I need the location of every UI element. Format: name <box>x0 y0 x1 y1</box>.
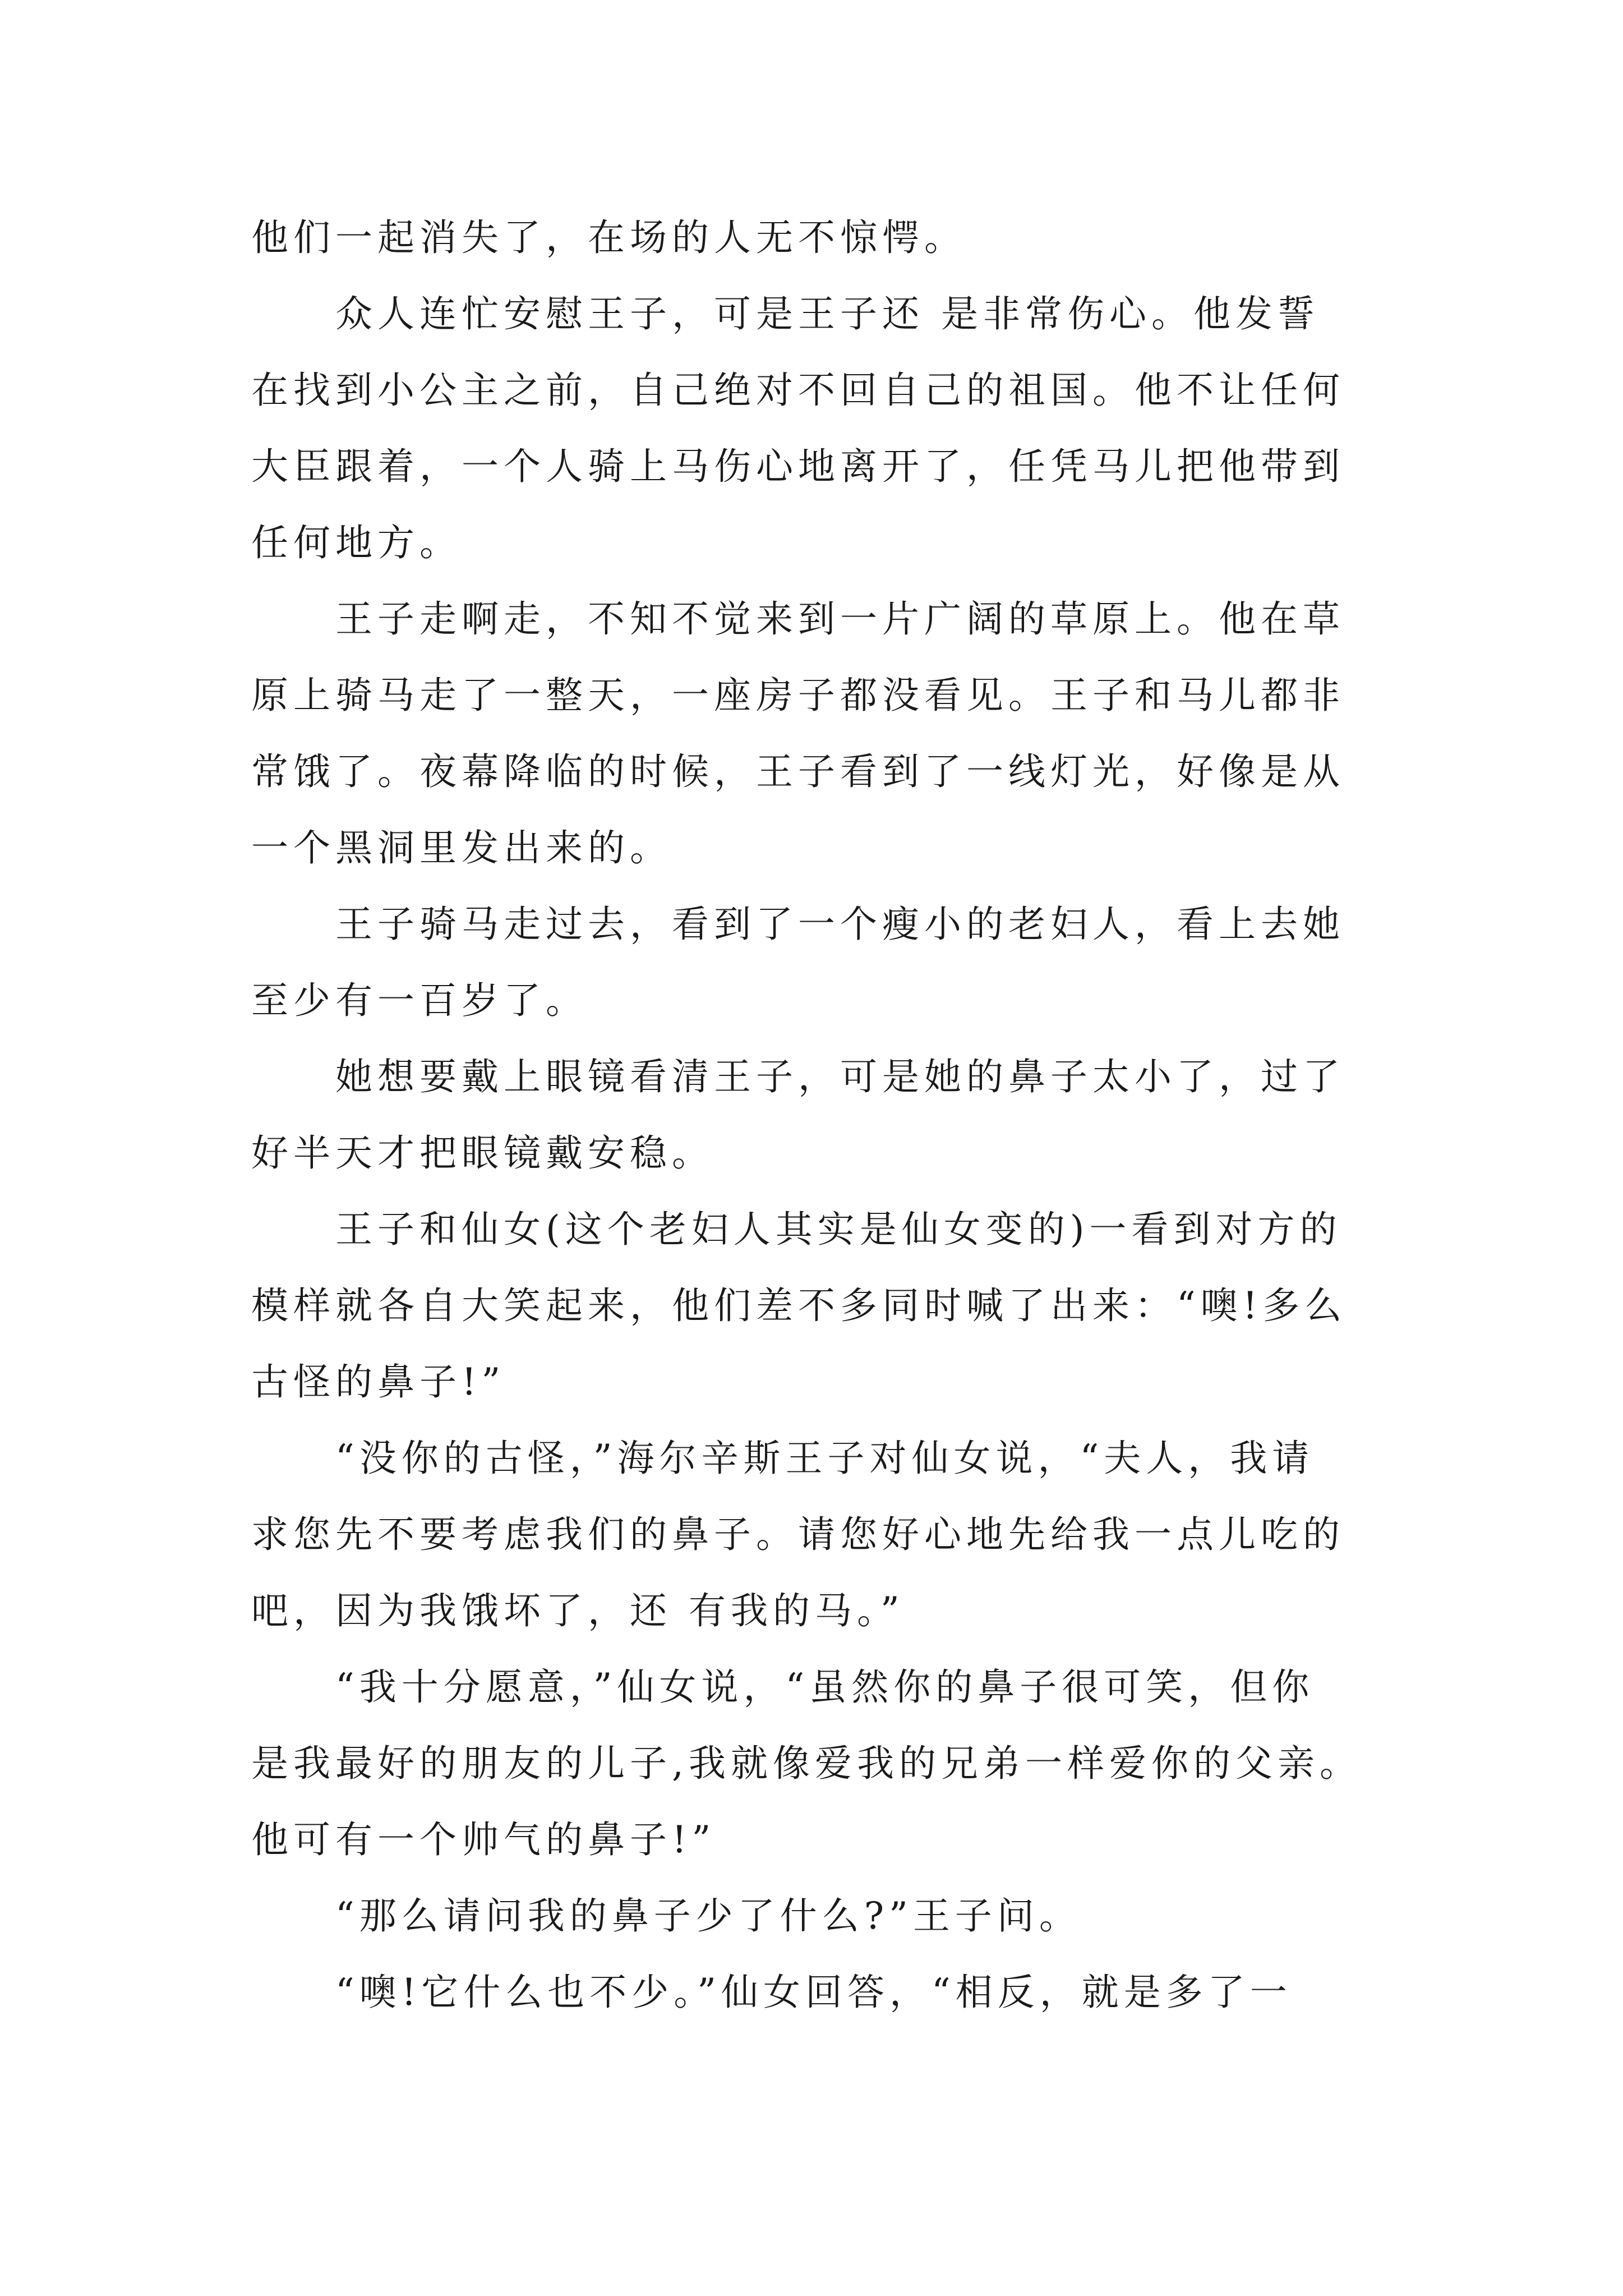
text-line: 古怪的鼻子!” <box>251 1360 506 1404</box>
text-line: “噢!它什么也不少。”仙女回答，“相反，就是多了一 <box>335 1971 1292 2014</box>
text-line: 原上骑马走了一整天，一座房子都没看见。王子和马儿都非 <box>251 674 1345 717</box>
text-line: 王子和仙女(这个老妇人其实是仙女变的)一看到对方的 <box>335 1208 1342 1251</box>
text-line: 她想要戴上眼镜看清王子，可是她的鼻子太小了，过了 <box>335 1055 1345 1098</box>
text-line: 一个黑洞里发出来的。 <box>251 826 672 869</box>
text-line: 大臣跟着，一个人骑上马伤心地离开了，任凭马儿把他带到 <box>251 445 1345 488</box>
text-line: 常饿了。夜幕降临的时候，王子看到了一线灯光，好像是从 <box>251 750 1345 793</box>
text-line: “那么请问我的鼻子少了什么?”王子问。 <box>335 1894 1081 1938</box>
text-line: “我十分愿意，”仙女说，“虽然你的鼻子很可笑，但你 <box>335 1665 1315 1709</box>
text-line: 在找到小公主之前，自己绝对不回自己的祖国。他不让任何 <box>251 369 1345 412</box>
text-line: 好半天才把眼镜戴安稳。 <box>251 1131 714 1175</box>
text-line: 任何地方。 <box>251 521 462 564</box>
text-line: 吧，因为我饿坏了，还 有我的马。” <box>251 1589 905 1632</box>
text-line: 模样就各自大笑起来，他们差不多同时喊了出来：“噢!多么 <box>251 1284 1347 1327</box>
text-line: “没你的古怪，”海尔辛斯王子对仙女说，“夫人，我请 <box>335 1437 1315 1480</box>
text-line: 王子骑马走过去，看到了一个瘦小的老妇人，看上去她 <box>335 903 1345 946</box>
text-line: 求您先不要考虑我们的鼻子。请您好心地先给我一点儿吃的 <box>251 1513 1345 1556</box>
text-line: 众人连忙安慰王子，可是王子还 是非常伤心。他发誓 <box>335 292 1320 335</box>
text-line: 是我最好的朋友的儿子,我就像爱我的兄弟一样爱你的父亲。 <box>251 1742 1362 1785</box>
story-text <box>251 200 1390 2031</box>
text-line: 他们一起消失了，在场的人无不惊愕。 <box>251 216 966 259</box>
text-line: 他可有一个帅气的鼻子!” <box>251 1818 716 1861</box>
text-line: 至少有一百岁了。 <box>251 979 588 1022</box>
text-line: 王子走啊走，不知不觉来到一片广阔的草原上。他在草 <box>335 597 1345 641</box>
